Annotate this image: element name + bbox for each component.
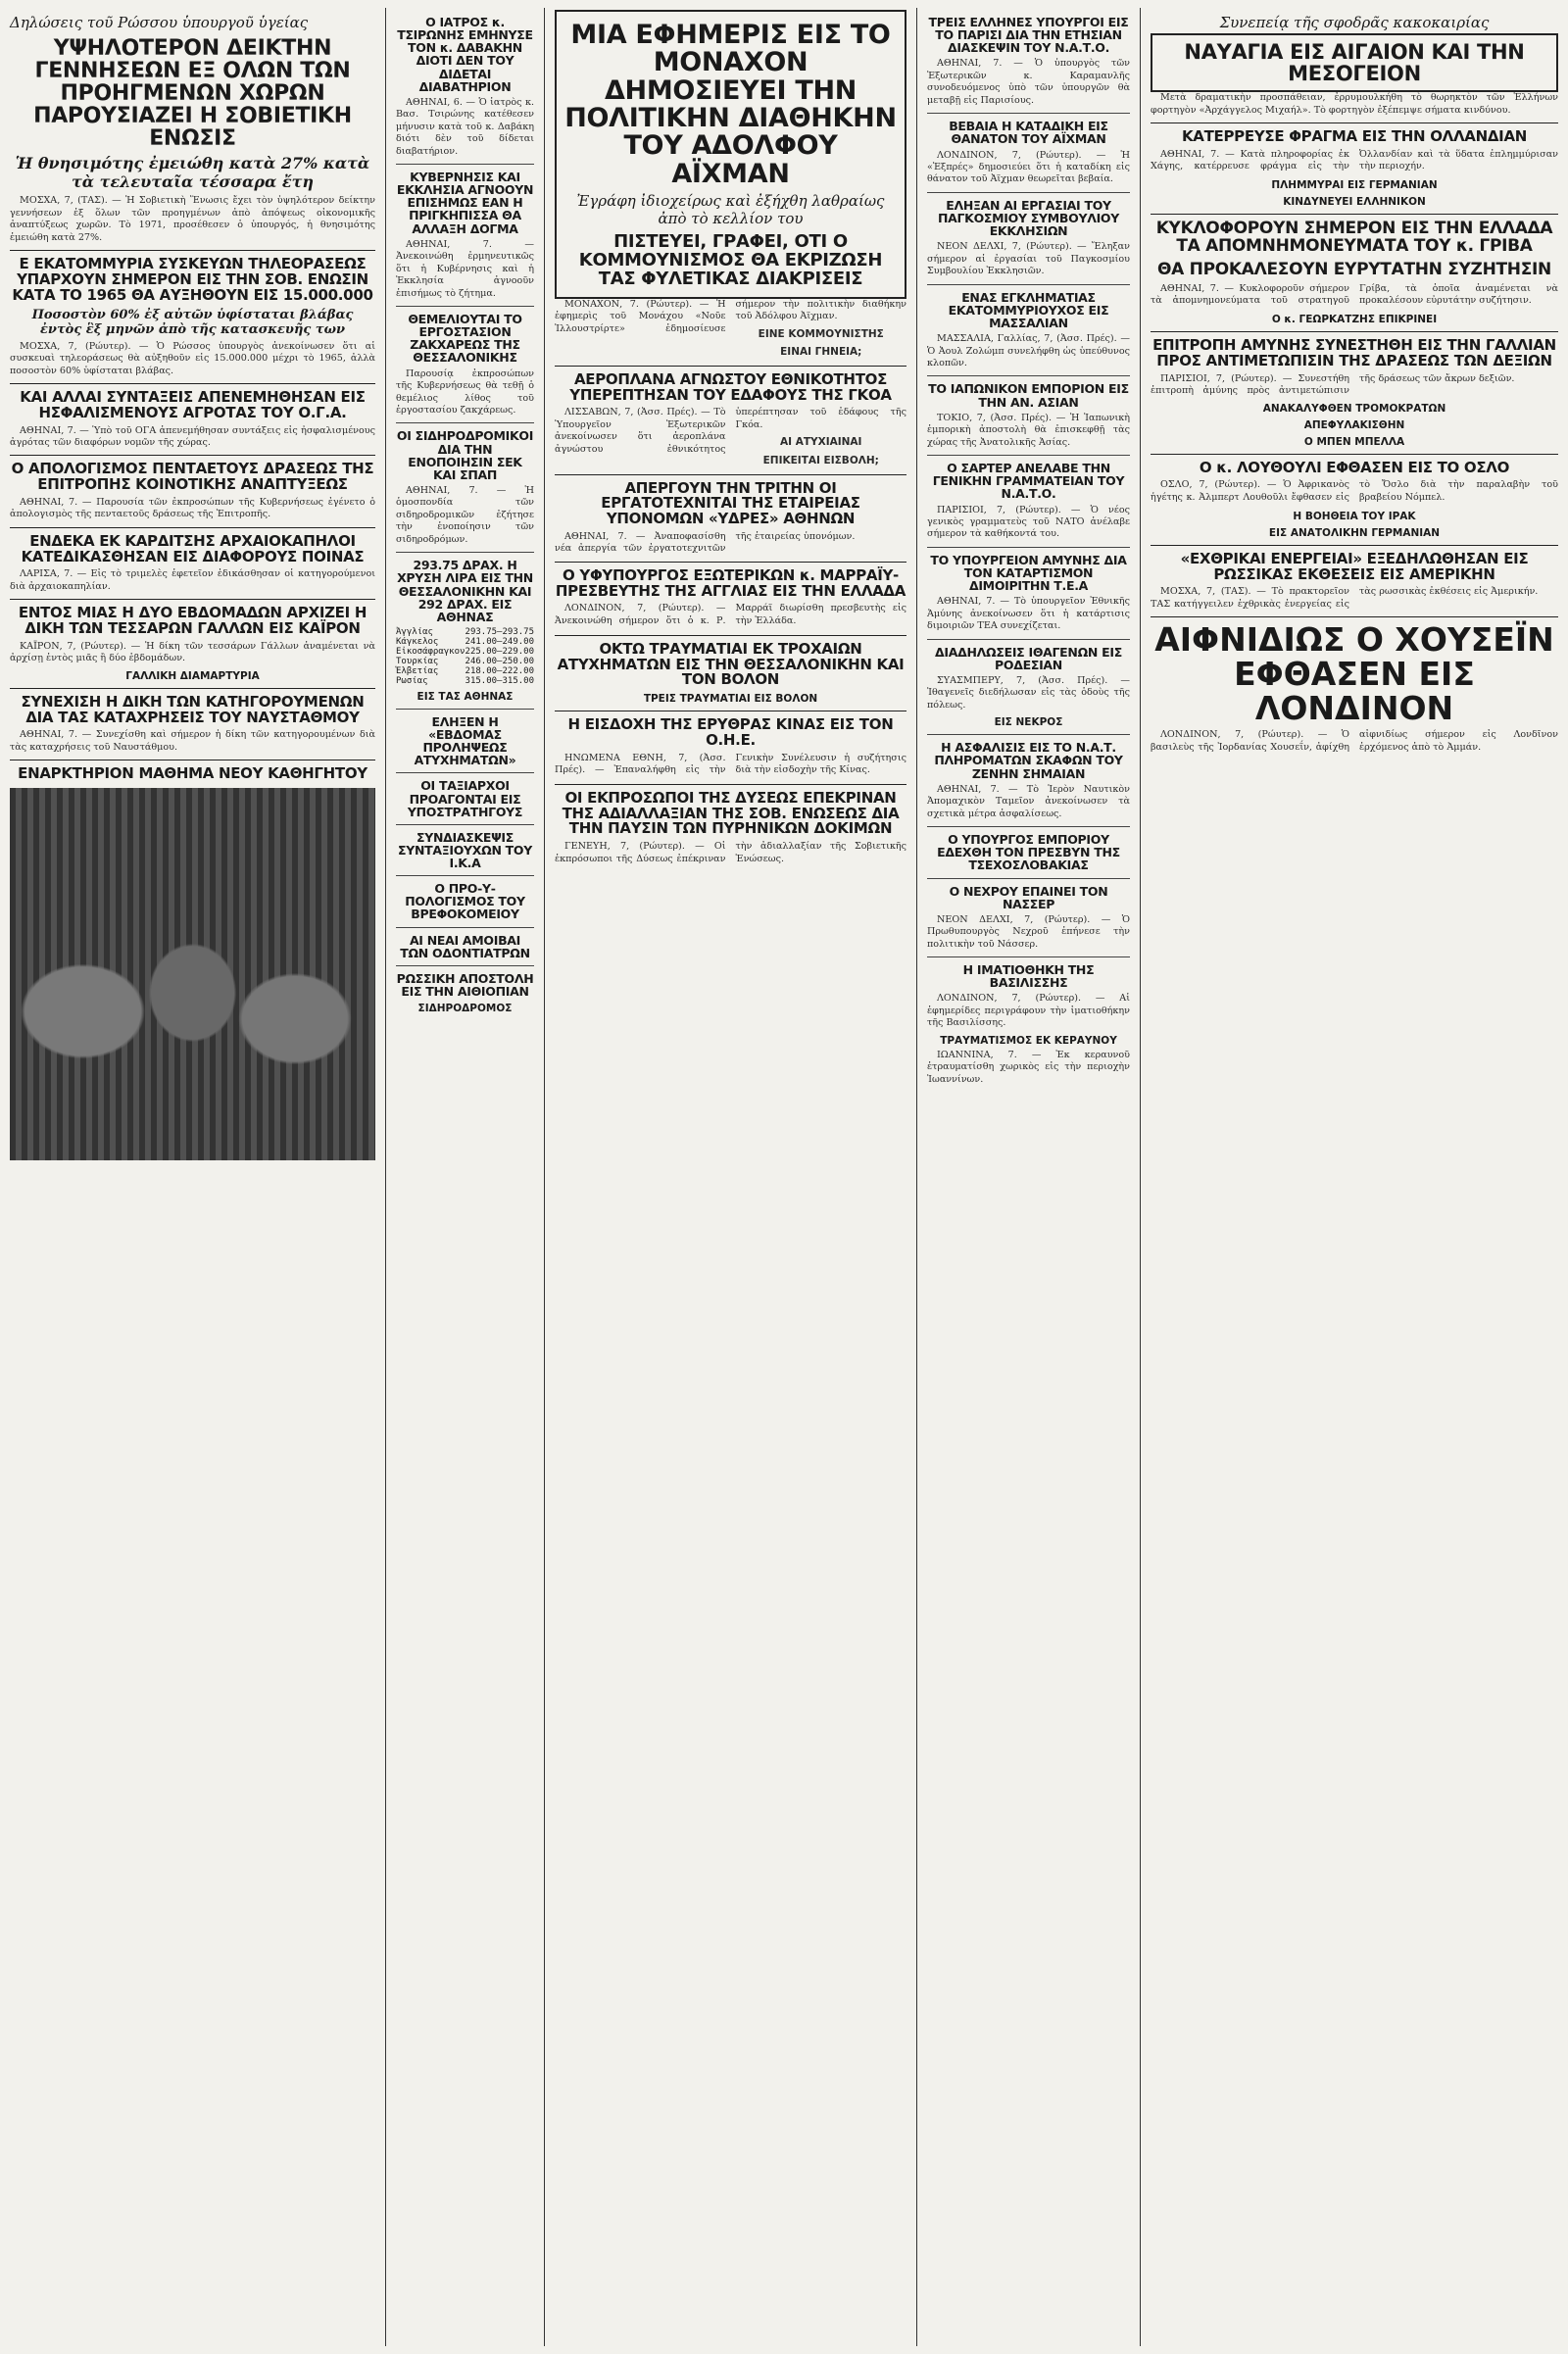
article-body <box>555 753 906 778</box>
divider <box>10 688 375 689</box>
article-body <box>10 195 375 244</box>
divider <box>396 927 534 928</box>
article-body <box>1151 479 1558 505</box>
price-label: Ρωσίας <box>396 675 428 686</box>
divider <box>927 547 1130 548</box>
section-subhead: ΤΡΑΥΜΑΤΙΣΜΟΣ ΕΚ ΚΕΡΑΥΝΟΥ <box>940 1034 1117 1047</box>
price-value: 315.00—315.00 <box>465 675 534 686</box>
paragraph: ΑΘΗΝΑΙ, 7. — Ἡ ὁμοσπονδία τῶν σιδηροδρομικῶν ἐζήτησε τὴν ἑνοποίησιν τῶν σιδηροδρόμων. <box>396 484 534 545</box>
divider <box>396 422 534 423</box>
price-row <box>396 627 534 637</box>
section-subhead: ΤΡΕΙΣ ΤΡΑΥΜΑΤΙΑΙ ΕΙΣ ΒΟΛΟΝ <box>643 693 818 706</box>
section-subhead: Ο ΜΠΕΝ ΜΠΕΛΛΑ <box>1303 435 1405 448</box>
article-body <box>1151 729 1558 755</box>
divider <box>555 562 906 563</box>
article-body <box>927 993 1130 1029</box>
section-subhead: ΠΛΗΜΜΥΡΑΙ ΕΙΣ ΓΕΡΜΑΝΙΑΝ <box>1271 179 1438 192</box>
paragraph: ΑΘΗΝΑΙ, 7. — Ἀνεκοινώθη ἐρμηνευτικῶς ὅτι ἡ Κυβέρνησις καὶ ἡ Ἐκκλησία ἀγνοοῦν ἐπισήμως τὸ ζήτημα. <box>396 238 534 299</box>
paragraph: ΙΩΑΝΝΙΝΑ, 7. — Ἐκ κεραυνοῦ ἐτραυματίσθη χωρικὸς εἰς τὴν περιοχὴν Ἰωαννίνων. <box>927 1049 1130 1085</box>
article-body <box>10 425 375 450</box>
article-body <box>10 341 375 377</box>
headline: ΒΕΒΑΙΑ Η ΚΑΤΑΔΙΚΗ ΕΙΣ ΘΑΝΑΤΟΝ ΤΟΥ ΑΪΧΜΑΝ <box>949 119 1108 147</box>
price-value: 293.75—293.75 <box>465 626 534 637</box>
article-body <box>10 568 375 593</box>
column-1 <box>0 0 385 2354</box>
paragraph: ΑΘΗΝΑΙ, 7. — Κυκλοφοροῦν σήμερον τὰ ἀπομνημονεύματα τοῦ στρατηγοῦ Γρίβα, τὰ ὁποῖα ἀναμένεται νὰ προκαλέσουν εὐρυτάτην συζήτησιν. <box>1151 282 1558 307</box>
price-row <box>396 657 534 666</box>
lead-subheadline: ΠΙΣΤΕΥΕΙ, ΓΡΑΦΕΙ, ΟΤΙ Ο ΚΟΜΜΟΥΝΙΣΜΟΣ ΘΑ ΕΚΡΙΖΩΣΗ ΤΑΣ ΦΥΛΕΤΙΚΑΣ ΔΙΑΚΡΙΣΕΙΣ <box>578 231 883 289</box>
news-photo <box>10 788 375 1160</box>
paragraph: ΛΟΝΔΙΝΟΝ, 7, (Ρώυτερ). — Ἀνεκοινώθη σήμερον ὅτι ὁ κ. Ρ. Μαρράϊ διωρίσθη πρεσβευτὴς εἰς τὴν Ἑλλάδα. <box>555 603 906 626</box>
headline: Ο κ. ΛΟΥΘΟΥΛΙ ΕΦΘΑΣΕΝ ΕΙΣ ΤΟ ΟΣΛΟ <box>1199 458 1510 476</box>
price-value: 246.00—250.00 <box>465 656 534 666</box>
headline: ΤΟ ΙΑΠΩΝΙΚΟΝ ΕΜΠΟΡΙΟΝ ΕΙΣ ΤΗΝ ΑΝ. ΑΣΙΑΝ <box>928 381 1129 410</box>
article-body <box>396 239 534 300</box>
article-body <box>555 407 906 467</box>
headline: Ο ΙΑΤΡΟΣ κ. ΤΣΙΡΩΝΗΣ ΕΜΗΝΥΣΕ ΤΟΝ κ. ΔΑΒΑΚΗΝ ΔΙΟΤΙ ΔΕΝ ΤΟΥ ΔΙΔΕΤΑΙ ΔΙΑΒΑΤΗΡΙΟΝ <box>397 15 533 94</box>
article-body <box>1151 373 1558 398</box>
headline: ΟΚΤΩ ΤΡΑΥΜΑΤΙΑΙ ΕΚ ΤΡΟΧΑΙΩΝ ΑΤΥΧΗΜΑΤΩΝ ΕΙΣ ΤΗΝ ΘΕΣΣΑΛΟΝΙΚΗΝ ΚΑΙ ΤΟΝ ΒΟΛΟΝ <box>557 639 905 689</box>
divider <box>10 250 375 251</box>
headline: ΕΠΙΤΡΟΠΗ ΑΜΥΝΗΣ ΣΥΝΕΣΤΗΘΗ ΕΙΣ ΤΗΝ ΓΑΛΛΙΑΝ ΠΡΟΣ ΑΝΤΙΜΕΤΩΠΙΣΙΝ ΤΗΣ ΔΡΑΣΕΩΣ ΤΩΝ ΔΕΞΙΩΝ <box>1152 336 1556 369</box>
lead-headline: ΜΙΑ ΕΦΗΜΕΡΙΣ ΕΙΣ ΤΟ ΜΟΝΑΧΟΝ ΔΗΜΟΣΙΕΥΕΙ ΤΗΝ ΠΟΛΙΤΙΚΗΝ ΔΙΑΘΗΚΗΝ ΤΟΥ ΑΔΟΛΦΟΥ ΑΪΧΜΑΝ <box>564 20 897 189</box>
divider <box>396 709 534 710</box>
paragraph: ΛΟΝΔΙΝΟΝ, 7, (Ρώυτερ). — Ἡ «Ἐξπρές» δημοσιεύει ὅτι ἡ καταδίκη εἰς θάνατον τοῦ Ἀϊχμαν θεωρεῖται βεβαία. <box>927 149 1130 185</box>
article-body <box>927 596 1130 632</box>
paragraph: ΝΕΟΝ ΔΕΛΧΙ, 7, (Ρώυτερ). — Ἔληξαν σήμερον αἱ ἐργασίαι τοῦ Παγκοσμίου Συμβουλίου Ἐκκλησιῶν. <box>927 241 1130 277</box>
divider <box>555 474 906 475</box>
headline: ΚΥΒΕΡΝΗΣΙΣ ΚΑΙ ΕΚΚΛΗΣΙΑ ΑΓΝΟΟΥΝ ΕΠΙΣΗΜΩΣ ΕΑΝ Η ΠΡΙΓΚΗΠΙΣΣΑ ΘΑ ΑΛΛΑΞΗ ΔΟΓΜΑ <box>396 170 534 236</box>
section-subhead: ΕΙΣ ΝΕΚΡΟΣ <box>994 716 1063 729</box>
column-3 <box>545 0 916 2354</box>
subheadline: Ποσοστὸν 60% ἐξ αὐτῶν ὑφίσταται βλάβας ἐντὸς ἓξ μηνῶν ἀπὸ τῆς κατασκευῆς των <box>31 307 354 337</box>
section-subhead: Ο κ. ΓΕΩΡΚΑΤΖΗΣ ΕΠΙΚΡΙΝΕΙ <box>1271 314 1438 326</box>
article-body <box>927 150 1130 186</box>
gold-price-table <box>396 627 534 686</box>
article-body <box>927 241 1130 277</box>
paragraph: ΟΣΛΟ, 7, (Ρώυτερ). — Ὁ Ἀφρικανὸς ἡγέτης κ. Ἀλμπερτ Λουθοῦλι ἔφθασεν εἰς τὸ Ὄσλο διὰ τὴν παραλαβὴν τοῦ βραβείου Νόμπελ. <box>1151 479 1558 503</box>
article-body <box>555 841 906 866</box>
price-row <box>396 637 534 647</box>
divider <box>396 772 534 773</box>
article-body <box>927 914 1130 951</box>
headline: Ο ΑΠΟΛΟΓΙΣΜΟΣ ΠΕΝΤΑΕΤΟΥΣ ΔΡΑΣΕΩΣ ΤΗΣ ΕΠΙΤΡΟΠΗΣ ΚΟΙΝΟΤΙΚΗΣ ΑΝΑΠΤΥΞΕΩΣ <box>11 460 374 494</box>
paragraph: ΤΟΚΙΟ, 7, (Ἀσσ. Πρές). — Ἡ Ἰαπωνικὴ ἐμπορικὴ ἀποστολὴ θὰ ἐπισκεφθῇ τὰς χώρας τῆς Ἀνατολικῆς Ἀσίας. <box>927 412 1130 448</box>
headline: ΣΥΝΕΧΙΣΗ Η ΔΙΚΗ ΤΩΝ ΚΑΤΗΓΟΡΟΥΜΕΝΩΝ ΔΙΑ ΤΑΣ ΚΑΤΑΧΡΗΣΕΙΣ ΤΟΥ ΝΑΥΣΤΑΘΜΟΥ <box>21 692 365 726</box>
divider <box>10 455 375 456</box>
section-subhead: ΑΠΕΦΥΛΑΚΙΣΘΗΝ <box>1303 418 1405 431</box>
paragraph: ΜΟΣΧΑ, 7, (Ρώυτερ). — Ὁ Ρώσσος ὑπουργὸς ἀνεκοίνωσεν ὅτι αἱ συσκευαὶ τηλεοράσεως θὰ αὐξηθοῦν εἰς 15.000.000 μέχρι τὸ 1965, ἀλλὰ ποσοστὸν 60% ὑφίσταται βλάβας. <box>10 340 375 376</box>
paragraph: ΠΑΡΙΣΙΟΙ, 7, (Ρώυτερ). — Συνεστήθη ἐπιτροπὴ ἀμύνης πρὸς ἀντιμετώπισιν τῆς δράσεως τῶν ἄκρων δεξιῶν. <box>1151 372 1515 397</box>
paragraph: ΛΙΣΣΑΒΩΝ, 7, (Ἀσσ. Πρές). — Τὸ Ὑπουργεῖον Ἐξωτερικῶν ἀνεκοίνωσεν ὅτι ἀεροπλάνα ἀγνώστου ἐθνικότητος ὑπερέπτησαν τοῦ ἐδάφους τῆς Γκόα. <box>555 407 906 455</box>
divider <box>396 164 534 165</box>
divider <box>1151 331 1558 332</box>
divider <box>1151 454 1558 455</box>
divider <box>396 965 534 966</box>
kicker: Συνεπείᾳ τῆς σφοδρᾶς κακοκαιρίας <box>1219 14 1490 31</box>
paragraph: ΓΕΝΕΥΗ, 7, (Ρώυτερ). — Οἱ ἐκπρόσωποι τῆς Δύσεως ἐπέκριναν τὴν ἀδιαλλαξίαν τῆς Σοβιετικῆς Ἑνώσεως. <box>555 841 906 864</box>
divider <box>10 383 375 384</box>
price-label: Τουρκίας <box>396 656 439 666</box>
section-subhead: ΕΙΣ ΤΑΣ ΑΘΗΝΑΣ <box>416 690 514 703</box>
section-subhead: ΕΠΙΚΕΙΤΑΙ ΕΙΣΒΟΛΗ; <box>762 455 879 467</box>
divider <box>555 784 906 785</box>
article-body <box>927 1050 1130 1086</box>
article-body <box>396 368 534 417</box>
divider <box>927 639 1130 640</box>
headline: Η ΑΣΦΑΛΙΣΙΣ ΕΙΣ ΤΟ Ν.Α.Τ. ΠΛΗΡΟΜΑΤΩΝ ΣΚΑΦΩΝ ΤΟΥ ΖΕΝΗΝ ΣΗΜΑΙΑΝ <box>934 740 1123 781</box>
paragraph: ΑΘΗΝΑΙ, 7. — Συνεχίσθη καὶ σήμερον ἡ δίκη τῶν κατηγορουμένων διὰ τὰς καταχρήσεις τοῦ Ναυστάθμου. <box>10 729 375 753</box>
paragraph: ΛΟΝΔΙΝΟΝ, 7, (Ρώυτερ). — Αἱ ἐφημερίδες περιγράφουν τὴν ἱματιοθήκην τῆς Βασιλίσσης. <box>927 993 1130 1029</box>
headline: ΕΝΑΡΚΤΗΡΙΟΝ ΜΑΘΗΜΑ ΝΕΟΥ ΚΑΘΗΓΗΤΟΥ <box>18 764 368 783</box>
headline: ΕΝΑΣ ΕΓΚΛΗΜΑΤΙΑΣ ΕΚΑΤΟΜΜΥΡΙΟΥΧΟΣ ΕΙΣ ΜΑΣΣΑΛΙΑΝ <box>948 289 1109 330</box>
divider <box>1151 616 1558 617</box>
article-body <box>1151 586 1558 611</box>
paragraph: Παρουσίᾳ ἐκπροσώπων τῆς Κυβερνήσεως θὰ τεθῇ ὁ θεμέλιος λίθος τοῦ ἐργοστασίου ζακχάρεως. <box>396 368 534 416</box>
article-body <box>927 675 1130 711</box>
headline: ΟΙ ΕΚΠΡΟΣΩΠΟΙ ΤΗΣ ΔΥΣΕΩΣ ΕΠΕΚΡΙΝΑΝ ΤΗΣ ΑΔΙΑΛΛΑΞΙΑΝ ΤΗΣ ΣΟΒ. ΕΝΩΣΕΩΣ ΔΙΑ ΤΗΝ ΠΑΥΣΙΝ ΤΩΝ ΠΥΡΗΝΙΚΩΝ ΔΟΚΙΜΩΝ <box>562 788 900 838</box>
kicker: Ἐγράφη ἰδιοχείρως καὶ ἐξήχθη λαθραίως ἀπὸ τὸ κελλίον του <box>576 192 885 228</box>
column-4 <box>917 0 1140 2354</box>
divider <box>927 455 1130 456</box>
price-value: 225.00—229.00 <box>465 646 534 657</box>
headline: Ο ΣΑΡΤΕΡ ΑΝΕΛΑΒΕ ΤΗΝ ΓΕΝΙΚΗΝ ΓΡΑΜΜΑΤΕΙΑΝ ΤΟΥ Ν.Α.Τ.Ο. <box>932 461 1125 502</box>
article-body <box>555 299 906 360</box>
divider <box>927 956 1130 957</box>
paragraph: ΜΟΣΧΑ, 7, (ΤΑΣ). — Ἡ Σοβιετικὴ Ἕνωσις ἔχει τὸν ὑψηλότερον δείκτην γεννήσεων ἐξ ὅλων τῶν προηγμένων ἀπὸ ἀπόψεως οἰκονομικῆς ἀναπτύξεως χωρῶν. Τὸ 1971, προσέθεσεν ὁ ὑπουργός, ἡ θνησιμότης ἐμειώθη κατὰ 27%. <box>10 195 375 243</box>
headline: ΔΙΑΔΗΛΩΣΕΙΣ ΙΘΑΓΕΝΩΝ ΕΙΣ ΡΟΔΕΣΙΑΝ <box>935 644 1122 672</box>
divider <box>555 635 906 636</box>
headline: 293.75 ΔΡΑΧ. Η ΧΡΥΣΗ ΛΙΡΑ ΕΙΣ ΤΗΝ ΘΕΣΣΑΛΟΝΙΚΗΝ ΚΑΙ 292 ΔΡΑΧ. ΕΙΣ ΑΘΗΝΑΣ <box>397 558 533 624</box>
section-subhead: ΑΙ ΑΤΥΧΙΑΙΝΑΙ <box>780 436 862 449</box>
headline: ΕΛΗΞΑΝ ΑΙ ΕΡΓΑΣΙΑΙ ΤΟΥ ΠΑΓΚΟΣΜΙΟΥ ΣΥΜΒΟΥΛΙΟΥ ΕΚΚΛΗΣΙΩΝ <box>937 197 1119 239</box>
section-subhead: ΕΙΣ ΑΝΑΤΟΛΙΚΗΝ ΓΕΡΜΑΝΙΑΝ <box>1268 526 1441 539</box>
headline: Ο ΝΕΧΡΟΥ ΕΠΑΙΝΕΙ ΤΟΝ ΝΑΣΣΕΡ <box>949 883 1108 911</box>
headline: ΡΩΣΣΙΚΗ ΑΠΟΣΤΟΛΗ ΕΙΣ ΤΗΝ ΑΙΘΙΟΠΙΑΝ <box>396 970 534 999</box>
article-body <box>927 505 1130 541</box>
headline: ΚΥΚΛΟΦΟΡΟΥΝ ΣΗΜΕΡΟΝ ΕΙΣ ΤΗΝ ΕΛΛΑΔΑ ΤΑ ΑΠΟΜΝΗΜΟΝΕΥΜΑΤΑ ΤΟΥ κ. ΓΡΙΒΑ <box>1155 219 1553 257</box>
paragraph: ΜΟΝΑΧΟΝ, 7. (Ρώυτερ). — Ἡ ἐφημερὶς τοῦ Μονάχου «Νοῦε Ἰλλουστρίρτε» ἐδημοσίευσε σήμερον τὴν πολιτικὴν διαθήκην τοῦ Ἀδόλφου Ἀϊχμαν. <box>555 298 906 334</box>
paragraph: ΑΘΗΝΑΙ, 6. — Ὁ ἰατρὸς κ. Βασ. Τσιρώνης κατέθεσεν μήνυσιν κατὰ τοῦ κ. Δαβάκη διότι δὲν τοῦ δίδεται διαβατήριον. <box>396 96 534 157</box>
article-body <box>10 729 375 754</box>
paragraph: ΣΥΑΣΜΠΕΡΥ, 7, (Ἀσσ. Πρές). — Ἰθαγενεῖς διεδήλωσαν εἰς τὰς ὁδοὺς τῆς πόλεως. <box>927 674 1130 711</box>
price-row <box>396 666 534 676</box>
divider <box>927 734 1130 735</box>
section-subhead: ΚΙΝΔΥΝΕΥΕΙ ΕΛΛΗΝΙΚΟΝ <box>1283 196 1426 209</box>
divider <box>1151 214 1558 215</box>
article-body <box>927 58 1130 107</box>
article-body <box>555 531 906 556</box>
headline: ΟΙ ΣΙΔΗΡΟΔΡΟΜΙΚΟΙ ΔΙΑ ΤΗΝ ΕΝΟΠΟΙΗΣΙΝ ΣΕΚ ΚΑΙ ΣΠΑΠ <box>396 428 534 482</box>
headline: ΚΑΤΕΡΡΕΥΣΕ ΦΡΑΓΜΑ ΕΙΣ ΤΗΝ ΟΛΛΑΝΔΙΑΝ <box>1181 127 1528 146</box>
paragraph: ΑΘΗΝΑΙ, 7. — Τὸ ὑπουργεῖον Ἐθνικῆς Ἀμύνης ἀνεκοίνωσεν ὅτι ἡ κατάρτισις διμοιριῶν ΤΕΑ συνεχίζεται. <box>927 596 1130 632</box>
headline: ΝΑΥΑΓΙΑ ΕΙΣ ΑΙΓΑΙΟΝ ΚΑΙ ΤΗΝ ΜΕΣΟΓΕΙΟΝ <box>1184 40 1525 86</box>
divider <box>10 599 375 600</box>
divider <box>927 878 1130 879</box>
section-subhead: ΕΙΝΑΙ ΓΗΝΕΙΑ; <box>780 346 862 359</box>
headline: ΥΨΗΛΟΤΕΡΟΝ ΔΕΙΚΤΗΝ ΓΕΝΝΗΣΕΩΝ ΕΞ ΟΛΩΝ ΤΩΝ ΠΡΟΗΓΜΕΝΩΝ ΧΩΡΩΝ ΠΑΡΟΥΣΙΑΖΕΙ Η ΣΟΒΙΕΤΙΚΗ ΕΝΩΣΙΣ <box>33 36 352 152</box>
article-body <box>1151 283 1558 309</box>
section-subhead: ΕΙΝΕ ΚΟΜΜΟΥΝΙΣΤΗΣ <box>758 327 884 340</box>
headline: ΤΡΕΙΣ ΕΛΛΗΝΕΣ ΥΠΟΥΡΓΟΙ ΕΙΣ ΤΟ ΠΑΡΙΣΙ ΔΙΑ ΤΗΝ ΕΤΗΣΙΑΝ ΔΙΑΣΚΕΨΙΝ ΤΟΥ Ν.Α.Τ.Ο. <box>928 15 1129 56</box>
subheadline: Ἡ θνησιμότης ἐμειώθη κατὰ 27% κατὰ τὰ τελευταῖα τέσσαρα ἔτη <box>15 154 370 192</box>
section-subhead: ΣΙΔΗΡΟΔΡΟΜΟΣ <box>417 1003 513 1015</box>
headline: ΚΑΙ ΑΛΛΑΙ ΣΥΝΤΑΞΕΙΣ ΑΠΕΝΕΜΗΘΗΣΑΝ ΕΙΣ ΗΣΦΑΛΙΣΜΕΝΟΥΣ ΑΓΡΟΤΑΣ ΤΟΥ Ο.Γ.Α. <box>20 388 366 421</box>
headline: ΣΥΝΔΙΑΣΚΕΨΙΣ ΣΥΝΤΑΞΙΟΥΧΩΝ ΤΟΥ Ι.Κ.Α <box>398 829 532 871</box>
paragraph: ΜΟΣΧΑ, 7, (ΤΑΣ). — Τὸ πρακτορεῖον ΤΑΣ κατήγγειλεν ἐχθρικὰς ἐνεργείας εἰς τὰς ρωσσικὰς ἐκθέσεις εἰς Ἀμερικήν. <box>1151 586 1539 610</box>
headline-large: ΑΙΦΝΙΔΙΩΣ Ο ΧΟΥΣΕΪΝ ΕΦΘΑΣΕΝ ΕΙΣ ΛΟΝΔΙΝΟΝ <box>1154 620 1554 727</box>
headline: ΑΙ ΝΕΑΙ ΑΜΟΙΒΑΙ ΤΩΝ ΟΔΟΝΤΙΑΤΡΩΝ <box>400 932 530 960</box>
divider <box>396 306 534 307</box>
divider <box>927 113 1130 114</box>
divider <box>927 826 1130 827</box>
paragraph: ΑΘΗΝΑΙ, 7. — Κατὰ πληροφορίας ἐκ Χάγης, κατέρρευσε φράγμα εἰς τὴν Ὀλλανδίαν καὶ τὰ ὕδατα ἐπλημμύρισαν τὴν περιοχήν. <box>1151 148 1558 172</box>
article-body <box>555 603 906 628</box>
headline: Ο ΥΦΥΠΟΥΡΓΟΣ ΕΞΩΤΕΡΙΚΩΝ κ. ΜΑΡΡΑΪΥ-ΠΡΕΣΒΕΥΤΗΣ ΤΗΣ ΑΓΓΛΙΑΣ ΕΙΣ ΤΗΝ ΕΛΛΑΔΑ <box>555 565 906 600</box>
column-2 <box>386 0 544 2354</box>
headline: ΤΟ ΥΠΟΥΡΓΕΙΟΝ ΑΜΥΝΗΣ ΔΙΑ ΤΟΝ ΚΑΤΑΡΤΙΣΜΟΝ ΔΙΜΟΙΡΙΤΗΝ Τ.Ε.Α <box>930 552 1127 594</box>
divider <box>927 284 1130 285</box>
section-subhead: Η ΒΟΗΘΕΙΑ ΤΟΥ ΙΡΑΚ <box>1293 510 1416 522</box>
divider <box>555 366 906 367</box>
article-body <box>1151 92 1558 117</box>
price-row <box>396 647 534 657</box>
paragraph: ΛΑΡΙΣΑ, 7. — Εἰς τὸ τριμελὲς ἐφετεῖον ἐδικάσθησαν οἱ κατηγορούμενοι διὰ ἀρχαιοκαπηλίαν. <box>10 568 375 592</box>
article-body <box>396 97 534 158</box>
article-body <box>927 333 1130 369</box>
section-subhead: ΑΝΑΚΑΛΥΦΘΕΝ ΤΡΟΜΟΚΡΑΤΩΝ <box>1262 402 1446 415</box>
paragraph: ΑΘΗΝΑΙ, 7. — Ὁ ὑπουργὸς τῶν Ἐξωτερικῶν κ. Καραμανλῆς συνοδευόμενος ὑπὸ τῶν ὑπουργῶν θὰ μεταβῇ εἰς Παρισίους. <box>927 58 1130 106</box>
price-label: Κάγκελος <box>396 636 439 647</box>
paragraph: ΝΕΟΝ ΔΕΛΧΙ, 7, (Ρώυτερ). — Ὁ Πρωθυπουργὸς Νεχροῦ ἐπήνεσε τὴν πολιτικὴν τοῦ Νάσσερ. <box>927 913 1130 950</box>
divider <box>396 552 534 553</box>
headline: ΘΕΜΕΛΙΟΥΤΑΙ ΤΟ ΕΡΓΟΣΤΑΣΙΟΝ ΖΑΚΧΑΡΕΩΣ ΤΗΣ ΘΕΣΣΑΛΟΝΙΚΗΣ <box>408 312 522 366</box>
article-body <box>10 497 375 521</box>
paragraph: ΚΑΪΡΟΝ, 7, (Ρώυτερ). — Ἡ δίκη τῶν τεσσάρων Γάλλων ἀναμένεται νὰ ἀρχίσῃ ἐντὸς μιᾶς ἢ δύο ἑβδομάδων. <box>10 640 375 664</box>
paragraph: ΑΘΗΝΑΙ, 7. — Τὸ Ἱερὸν Ναυτικὸν Ἀπομαχικὸν Ταμεῖον ἀνεκοίνωσεν τὰ σχετικὰ μέτρα ἀσφαλίσεως. <box>927 783 1130 819</box>
article-body <box>927 413 1130 449</box>
divider <box>396 875 534 876</box>
headline: Η ΕΙΣΔΟΧΗ ΤΗΣ ΕΡΥΘΡΑΣ ΚΙΝΑΣ ΕΙΣ ΤΟΝ Ο.Η.Ε. <box>567 715 894 749</box>
headline: ΟΙ ΤΑΞΙΑΡΧΟΙ ΠΡΟΑΓΟΝΤΑΙ ΕΙΣ ΥΠΟΣΤΡΑΤΗΓΟΥΣ <box>407 778 523 819</box>
price-row <box>396 676 534 686</box>
section-subhead: ΓΑΛΛΙΚΗ ΔΙΑΜΑΡΤΥΡΙΑ <box>125 669 260 682</box>
paragraph: ΜΑΣΣΑΛΙΑ, Γαλλίας, 7, (Ἀσσ. Πρές). — Ὁ Ἀουλ Ζολώμπ συνελήφθη ὡς ὑπεύθυνος κλοπῶν. <box>927 333 1130 368</box>
paragraph: ΑΘΗΝΑΙ, 7. — Ὑπὸ τοῦ ΟΓΑ ἀπενεμήθησαν συντάξεις εἰς ἠσφαλισμένους ἀγρότας τῶν διαφόρων νομῶν τῆς χώρας. <box>10 424 375 448</box>
headline: ΕΛΗΞΕΝ Η «ΕΒΔΟΜΑΣ ΠΡΟΛΗΨΕΩΣ ΑΤΥΧΗΜΑΤΩΝ» <box>414 713 516 768</box>
divider <box>1151 545 1558 546</box>
article-body <box>1151 149 1558 174</box>
paragraph: ΛΟΝΔΙΝΟΝ, 7, (Ρώυτερ). — Ὁ βασιλεὺς τῆς Ἰορδανίας Χουσεΐν, ἀφίχθη αἰφνιδίως σήμερον εἰς Λονδῖνον ἐρχόμενος ἀπὸ τὸ Ἀμμάν. <box>1151 729 1558 753</box>
price-value: 218.00—222.00 <box>465 665 534 676</box>
divider <box>927 192 1130 193</box>
price-label: Εἰκοσάφραγκον <box>396 646 466 657</box>
headline-box <box>1151 33 1558 92</box>
headline: ΘΑ ΠΡΟΚΑΛΕΣΟΥΝ ΕΥΡΥΤΑΤΗΝ ΣΥΖΗΤΗΣΙΝ <box>1157 259 1551 279</box>
price-label: Ἀγγλίας <box>396 626 433 637</box>
headline: ΑΠΕΡΓΟΥΝ ΤΗΝ ΤΡΙΤΗΝ ΟΙ ΕΡΓΑΤΟΤΕΧΝΙΤΑΙ ΤΗΣ ΕΤΑΙΡΕΙΑΣ ΥΠΟΝΟΜΩΝ «ΥΔΡΕΣ» ΑΘΗΝΩΝ <box>601 478 860 528</box>
article-body <box>927 784 1130 820</box>
headline: «ΕΧΘΡΙΚΑΙ ΕΝΕΡΓΕΙΑΙ» ΕΞΕΔΗΛΩΘΗΣΑΝ ΕΙΣ ΡΩΣΣΙΚΑΣ ΕΚΘΕΣΕΙΣ ΕΙΣ ΑΜΕΡΙΚΗΝ <box>1180 549 1529 583</box>
lead-story-box <box>555 10 906 299</box>
article-body <box>10 641 375 665</box>
headline: ΑΕΡΟΠΛΑΝΑ ΑΓΝΩΣΤΟΥ ΕΘΝΙΚΟΤΗΤΟΣ ΥΠΕΡΕΠΤΗΣΑΝ ΤΟΥ ΕΔΑΦΟΥΣ ΤΗΣ ΓΚΟΑ <box>569 369 892 404</box>
paragraph: Μετὰ δραματικὴν προσπάθειαν, ἐρρυμουλκήθη τὸ θωρηκτὸν τῶν Ἑλλήνων φορτηγὸν «Ἀρχάγγελος Μιχαήλ». Τὸ φορτηγὸν ἐξέπεμψε σήματα κινδύνου. <box>1151 92 1558 116</box>
paragraph: ΑΘΗΝΑΙ, 7. — Παρουσία τῶν ἐκπροσώπων τῆς Κυβερνήσεως ἐγένετο ὁ ἀπολογισμὸς τῆς πενταετοῦς δράσεως τῆς Ἐπιτροπῆς. <box>10 496 375 520</box>
kicker: Δηλώσεις τοῦ Ρώσσου ὑπουργοῦ ὑγείας <box>10 14 309 31</box>
headline: Ο ΥΠΟΥΡΓΟΣ ΕΜΠΟΡΙΟΥ ΕΔΕΧΘΗ ΤΟΝ ΠΡΕΣΒΥΝ ΤΗΣ ΤΣΕΧΟΣΛΟΒΑΚΙΑΣ <box>937 832 1120 873</box>
divider <box>10 527 375 528</box>
headline: ΕΝΤΟΣ ΜΙΑΣ Η ΔΥΟ ΕΒΔΟΜΑΔΩΝ ΑΡΧΙΖΕΙ Η ΔΙΚΗ ΤΩΝ ΤΕΣΣΑΡΩΝ ΓΑΛΛΩΝ ΕΙΣ ΚΑΪΡΟΝ <box>18 604 368 638</box>
paragraph: ΠΑΡΙΣΙΟΙ, 7, (Ρώυτερ). — Ὁ νέος γενικὸς γραμματεὺς τοῦ ΝΑΤΟ ἀνέλαβε σήμερον τὰ καθήκοντά του. <box>927 504 1130 540</box>
price-label: Ἑλβετίας <box>396 665 439 676</box>
paragraph: ΑΘΗΝΑΙ, 7. — Ἀναποφασίσθη νέα ἀπεργία τῶν ἐργατοτεχνιτῶν τῆς ἑταιρείας ὑπονόμων. <box>555 530 856 555</box>
divider <box>396 824 534 825</box>
headline: Ο ΠΡΟ-Υ-ΠΟΛΟΓΙΣΜΟΣ ΤΟΥ ΒΡΕΦΟΚΟΜΕΙΟΥ <box>405 881 525 922</box>
divider <box>927 375 1130 376</box>
article-body <box>396 485 534 546</box>
headline: Ε ΕΚΑΤΟΜΜΥΡΙΑ ΣΥΣΚΕΥΩΝ ΤΗΛΕΟΡΑΣΕΩΣ ΥΠΑΡΧΟΥΝ ΣΗΜΕΡΟΝ ΕΙΣ ΤΗΝ ΣΟΒ. ΕΝΩΣΙΝ ΚΑΤΑ ΤΟ 1965 ΘΑ ΑΥΞΗΘΟΥΝ ΕΙΣ 15.000.000 <box>12 255 373 304</box>
headline: ΕΝΔΕΚΑ ΕΚ ΚΑΡΔΙΤΣΗΣ ΑΡΧΑΙΟΚΑΠΗΛΟΙ ΚΑΤΕΔΙΚΑΣΘΗΣΑΝ ΕΙΣ ΔΙΑΦΟΡΟΥΣ ΠΟΙΝΑΣ <box>21 531 365 565</box>
price-value: 241.00—249.00 <box>465 636 534 647</box>
paragraph: ΗΝΩΜΕΝΑ ΕΘΝΗ, 7, (Ἀσσ. Πρές). — Ἐπαναλήφθη εἰς τὴν Γενικὴν Συνέλευσιν ἡ συζήτησις διὰ τὴν εἰσδοχὴν τῆς Κίνας. <box>555 752 906 776</box>
headline: Η ΙΜΑΤΙΟΘΗΚΗ ΤΗΣ ΒΑΣΙΛΙΣΣΗΣ <box>962 962 1095 991</box>
column-5 <box>1141 0 1568 2354</box>
